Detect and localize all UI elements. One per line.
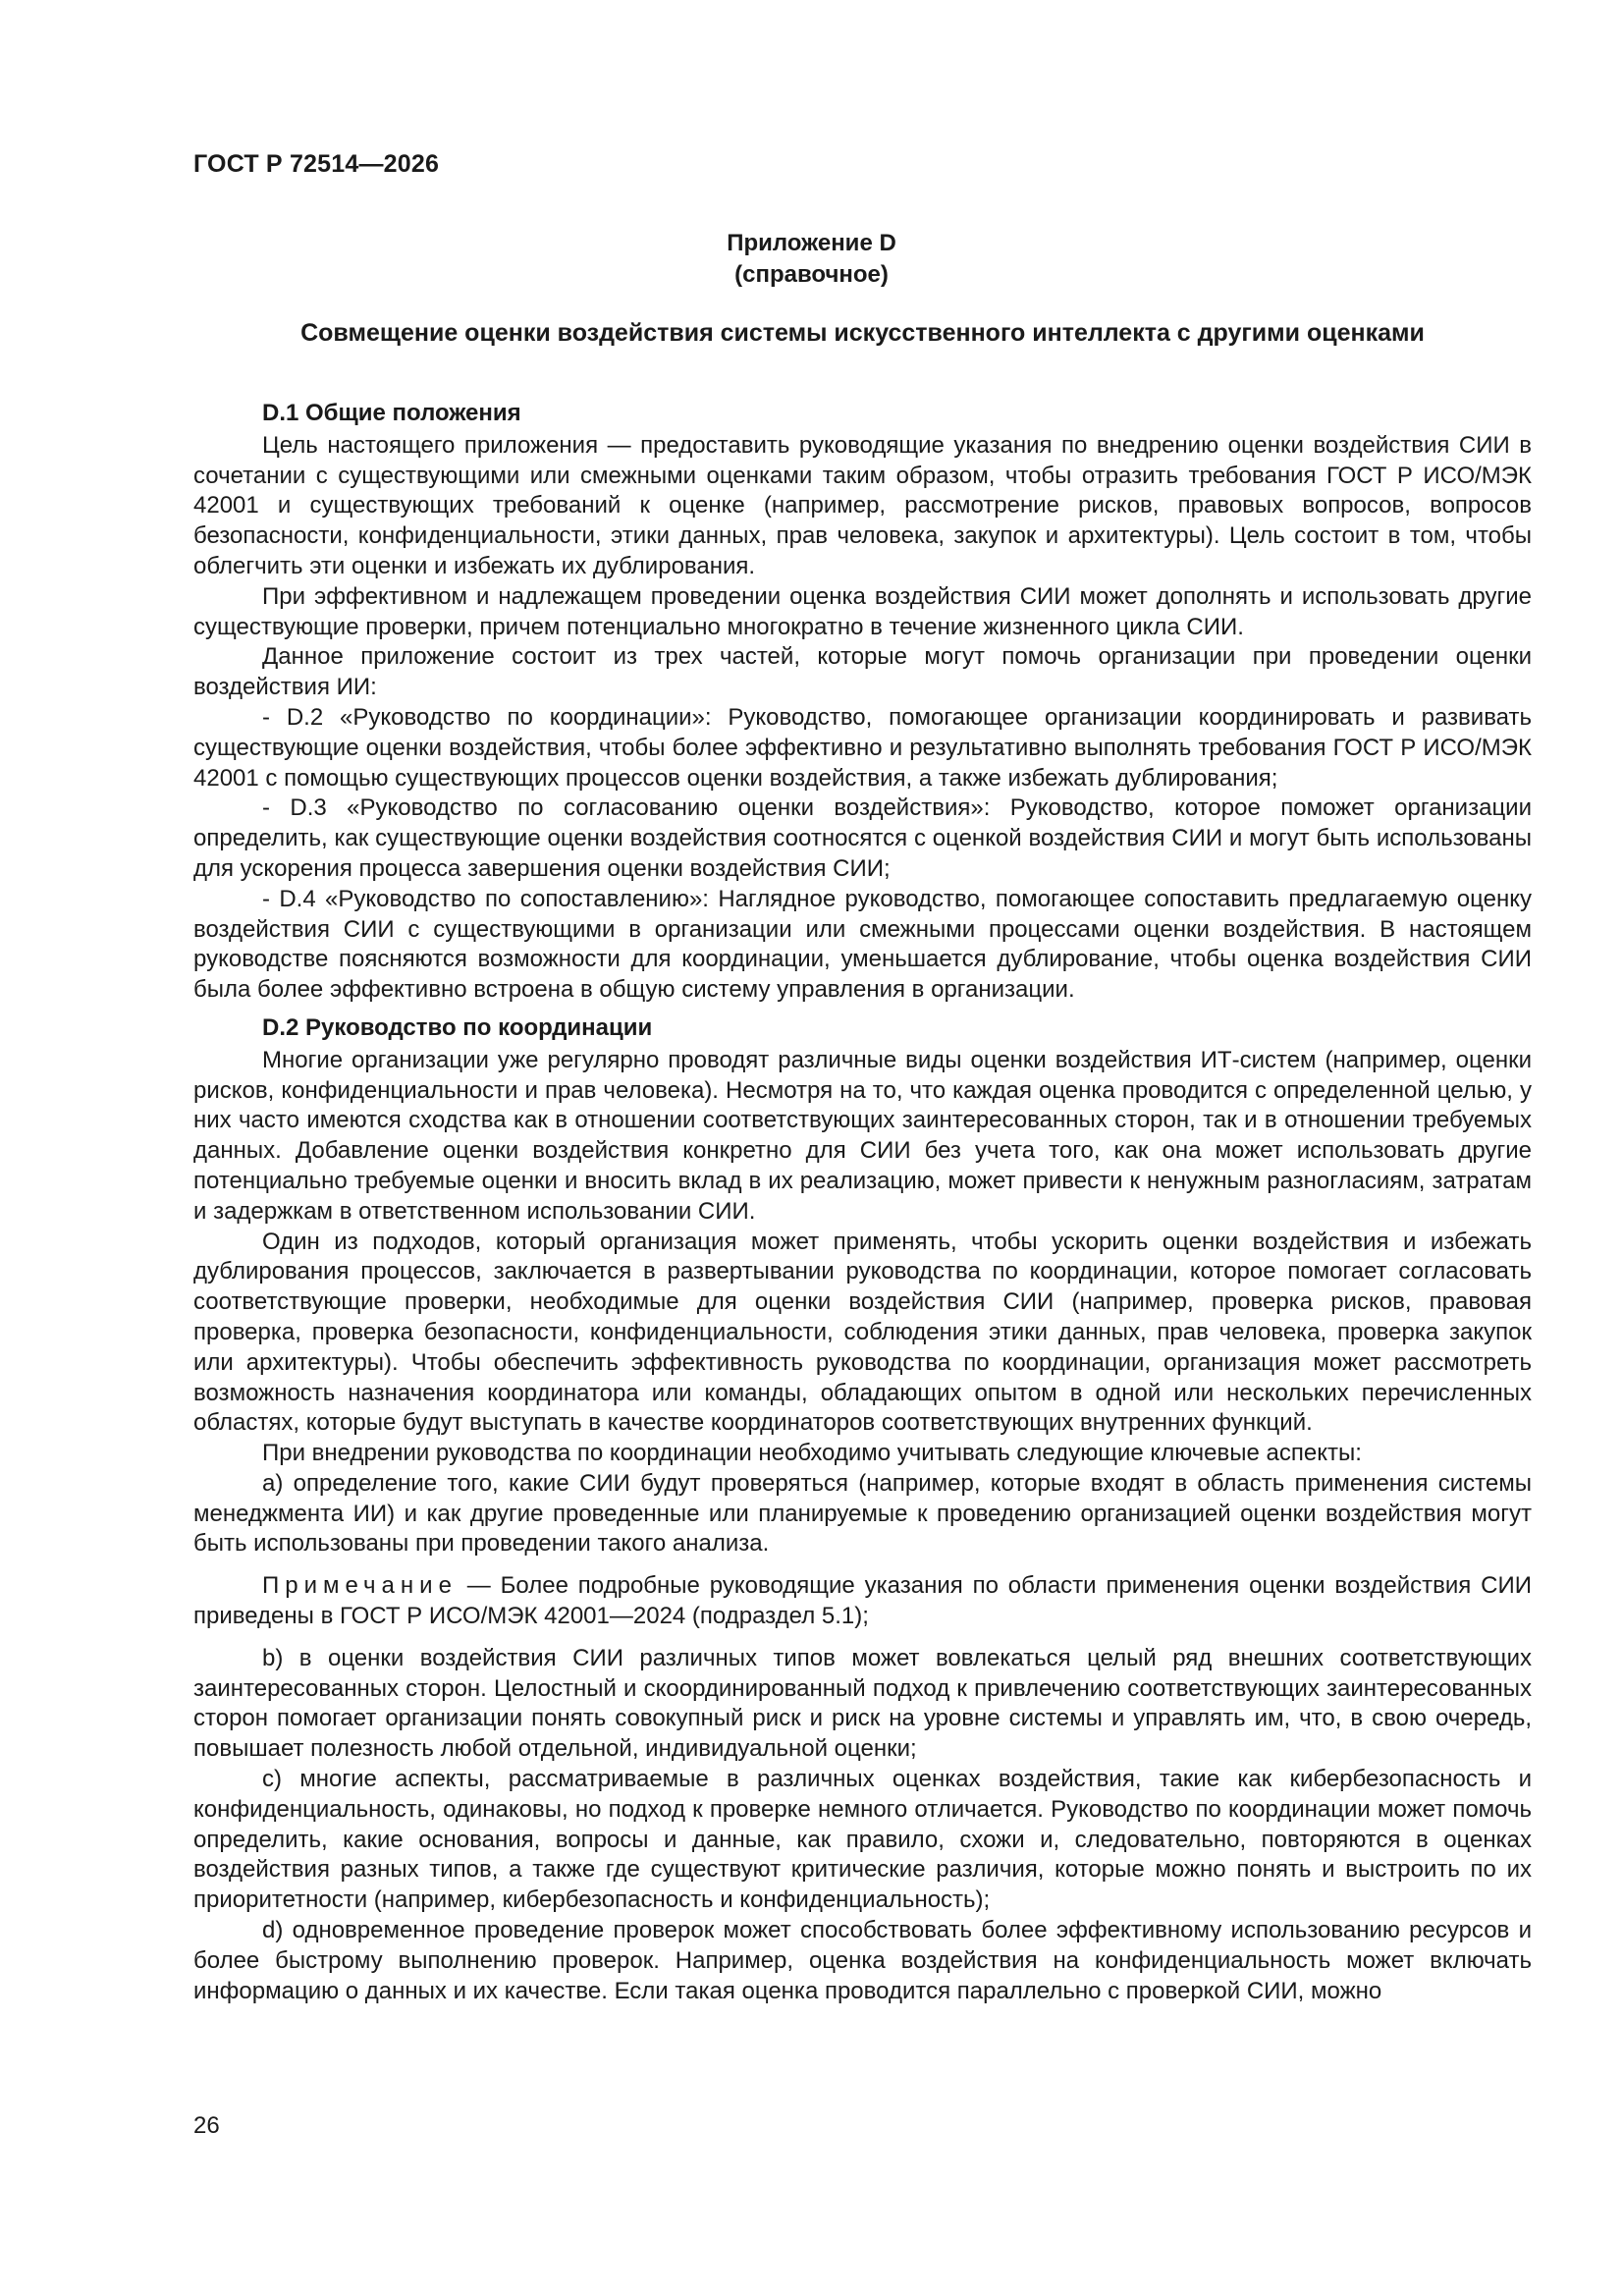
- page-number: 26: [193, 2112, 220, 2139]
- list-item: d) одновременное проведение проверок может способствовать более эффективному использованию ресурсов и более быстрому выполнению проверок. Например, оценка воздействия на конфиденциальность может включать информацию о данных и их качестве. Если такая оценка проводится параллельно с проверкой СИИ, можно: [193, 1917, 1532, 2004]
- annex-title: Совмещение оценки воздействия системы искусственного интеллекта с другими оценками: [300, 319, 1425, 347]
- annex-label: Приложение D: [727, 230, 896, 256]
- list-item: - D.3 «Руководство по согласованию оценки воздействия»: Руководство, которое поможет организации определить, как существующие оценки воздействия соотносятся с оценкой воздействия СИИ и могут быть использованы для ускорения процесса завершения оценки воздействия СИИ;: [193, 794, 1532, 882]
- annex-heading: [0, 228, 1623, 291]
- note: Примечание — Более подробные руководящие указания по области применения оценки воздействия СИИ приведены в ГОСТ Р ИСО/МЭК 42001—2024 (подраздел 5.1);: [193, 1572, 1532, 1630]
- document-body: [193, 399, 1532, 2006]
- section-heading-d1: D.1 Общие положения: [262, 400, 521, 426]
- document-identifier: ГОСТ Р 72514—2026: [193, 150, 440, 178]
- list-item: c) многие аспекты, рассматриваемые в различных оценках воздействия, такие как кибербезопасность и конфиденциальность, одинаковы, но подход к проверке немного отличается. Руководство по координации может помочь определить, какие основания, вопросы и данные, как правило, схожи и, следовательно, повторяются в оценках воздействия разных типов, а также где существуют критические различия, которые можно понять и выстроить по их приоритетности (например, кибербезопасность и конфиденциальность);: [193, 1766, 1532, 1914]
- paragraph: Данное приложение состоит из трех частей, которые могут помочь организации при проведении оценки воздействия ИИ:: [193, 643, 1532, 701]
- list-item: а) определение того, какие СИИ будут проверяться (например, которые входят в область применения системы менеджмента ИИ) и как другие проведенные или планируемые к проведению организацией оценки воздействия могут быть использованы при проведении такого анализа.: [193, 1469, 1532, 1558]
- paragraph: Многие организации уже регулярно проводят различные виды оценки воздействия ИТ-систем (например, оценки рисков, конфиденциальности и прав человека). Несмотря на то, что каждая оценка проводится с определенной целью, у них часто имеются сходства как в отношении соответствующих заинтересованных сторон, так и в отношении требуемых данных. Добавление оценки воздействия конкретно для СИИ без учета того, как она может использовать другие потенциально требуемые оценки и вносить вклад в их реализацию, может привести к ненужным разногласиям, затратам и задержкам в ответственном использовании СИИ.: [193, 1046, 1532, 1225]
- annex-type: (справочное): [734, 261, 889, 288]
- paragraph: Один из подходов, который организация может применять, чтобы ускорить оценки воздействия и избежать дублирования процессов, заключается в развертывании руководства по координации, которое помогает согласовать соответствующие проверки, необходимые для оценки воздействия СИИ (например, проверка рисков, правовая проверка, проверка безопасности, конфиденциальности, соблюдения этики данных, прав человека, проверка закупок или архитектуры). Чтобы обеспечить эффективность руководства по координации, организация может рассмотреть возможность назначения координатора или команды, обладающих опытом в одной или нескольких перечисленных областях, которые будут выступать в качестве координаторов соответствующих внутренних функций.: [193, 1228, 1532, 1437]
- section-heading-d2: D.2 Руководство по координации: [262, 1013, 653, 1041]
- list-item: b) в оценки воздействия СИИ различных типов может вовлекаться целый ряд внешних соответствующих заинтересованных сторон. Целостный и скоординированный подход к привлечению соответствующих заинтересованных сторон помогает организации понять совокупный риск и риск на уровне системы и управлять им, что, в свою очередь, повышает полезность любой отдельной, индивидуальной оценки;: [193, 1644, 1532, 1763]
- paragraph: Цель настоящего приложения — предоставить руководящие указания по внедрению оценки воздействия СИИ в сочетании с существующими или смежными оценками таким образом, чтобы отразить требования ГОСТ Р ИСО/МЭК 42001 и существующих требований к оценке (например, рассмотрение рисков, правовых вопросов, вопросов безопасности, конфиденциальности, этики данных, прав человека, закупок и архитектуры). Цель состоит в том, чтобы облегчить эти оценки и избежать их дублирования.: [193, 431, 1532, 579]
- paragraph: При эффективном и надлежащем проведении оценка воздействия СИИ может дополнять и использовать другие существующие проверки, причем потенциально многократно в течение жизненного цикла СИИ.: [193, 582, 1532, 640]
- list-item: - D.2 «Руководство по координации»: Руководство, помогающее организации координировать и развивать существующие оценки воздействия, чтобы более эффективно и результативно выполнять требования ГОСТ Р ИСО/МЭК 42001 с помощью существующих процессов оценки воздействия, а также избежать дублирования;: [193, 703, 1532, 792]
- note-label: Примечание: [262, 1572, 458, 1600]
- list-item: - D.4 «Руководство по сопоставлению»: Наглядное руководство, помогающее сопоставить предлагаемую оценку воздействия СИИ с существующими в организации или смежными процессами оценки воздействия. В настоящем руководстве поясняются возможности для координации, уменьшается дублирование, чтобы оценка воздействия СИИ была более эффективно встроена в общую систему управления в организации.: [193, 885, 1532, 1004]
- paragraph: При внедрении руководства по координации необходимо учитывать следующие ключевые аспекты:: [262, 1440, 1362, 1467]
- note-text: Более подробные руководящие указания по области применения оценки воздействия СИИ приведены в ГОСТ Р ИСО/МЭК 42001—2024 (подраздел 5.1);: [193, 1572, 1532, 1630]
